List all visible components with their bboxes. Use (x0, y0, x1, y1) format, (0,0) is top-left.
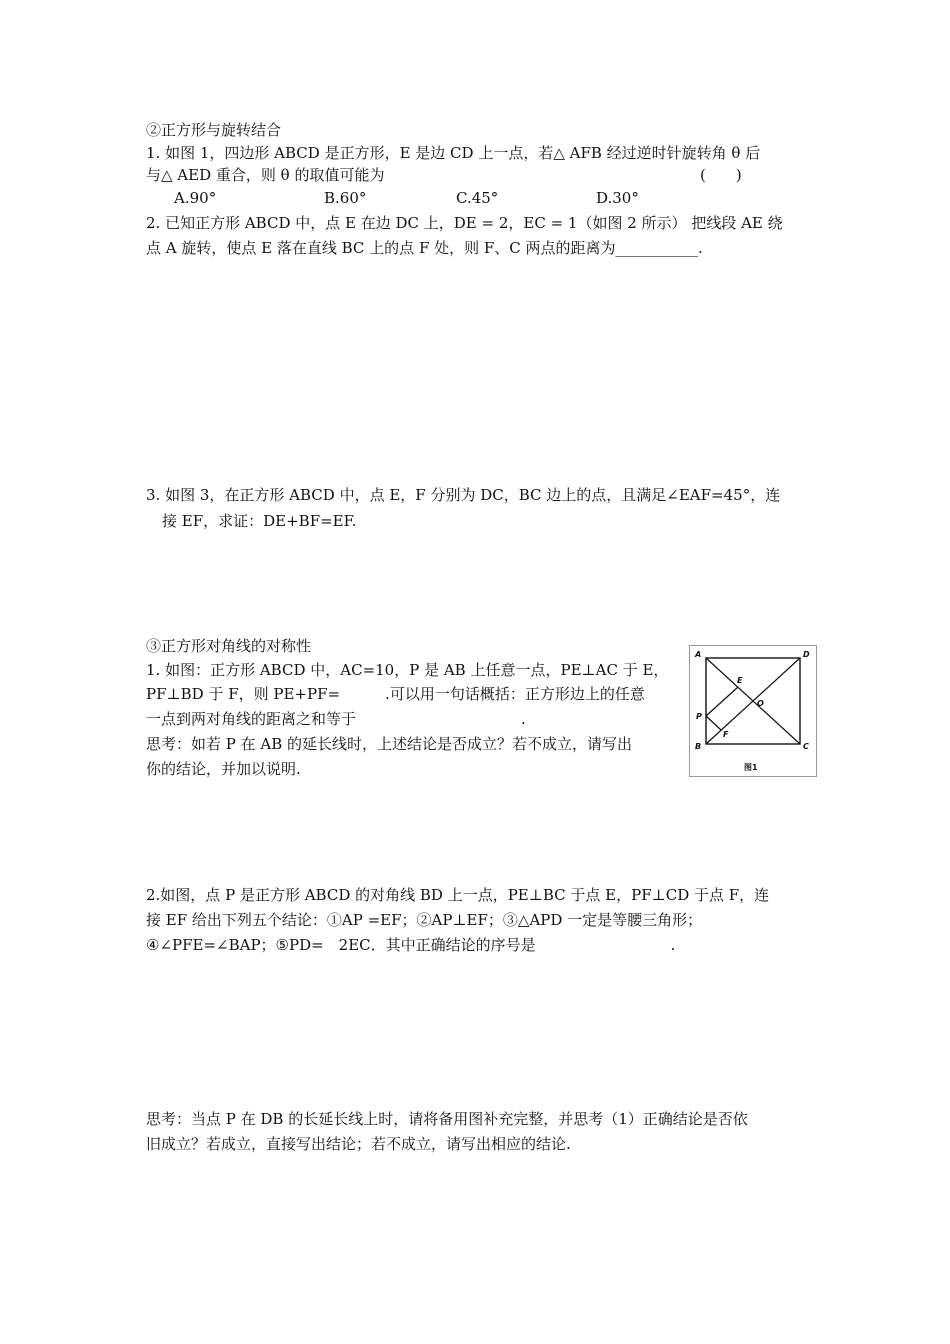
answer-parentheses: ( ) (700, 166, 742, 184)
option-c: C.45° (456, 189, 499, 207)
s3-q2-line3: ④∠PFE=∠BAP；⑤PD= 2EC．其中正确结论的序号是 . (146, 936, 676, 954)
label-e: E (737, 676, 743, 685)
square-diagram (690, 646, 816, 776)
s2-q1-line2: 与△ AED 重合，则 θ 的取值可能为 (146, 166, 385, 184)
option-b: B.60° (324, 189, 367, 207)
option-a: A.90° (174, 189, 217, 207)
label-b: B (695, 742, 702, 751)
option-d: D.30° (596, 189, 639, 207)
think-line1: 思考：当点 P 在 DB 的长延长线上时，请将备用图补充完整，并思考（1）正确结论是否依 (146, 1110, 748, 1128)
label-a: A (695, 650, 702, 659)
think-line2: 旧成立？若成立，直接写出结论；若不成立，请写出相应的结论. (146, 1135, 571, 1153)
s2-q2-line2: 点 A 旋转，使点 E 落在直线 BC 上的点 F 处，则 F、C 两点的距离为___________. (146, 239, 703, 257)
s2-q1-line1: 1. 如图 1，四边形 ABCD 是正方形，E 是边 CD 上一点，若△ AFB 经过逆时针旋转角 θ 后 (146, 144, 761, 162)
section-3-title: ③正方形对角线的对称性 (146, 637, 312, 655)
s3-q1-line3: 一点到两对角线的距离之和等于 . (146, 710, 526, 728)
segment-pe (706, 687, 738, 716)
s3-q1-line4: 思考：如若 P 在 AB 的延长线时，上述结论是否成立？若不成立，请写出 (146, 735, 633, 753)
section-2-title: ②正方形与旋转结合 (146, 121, 282, 139)
s2-q2-line1: 2. 已知正方形 ABCD 中，点 E 在边 DC 上，DE = 2，EC = 1（如图 2 所示） 把线段 AE 绕 (146, 214, 783, 232)
label-c: C (803, 742, 809, 751)
label-d: D (803, 650, 810, 659)
s3-q2-line1: 2.如图，点 P 是正方形 ABCD 的对角线 BD 上一点，PE⊥BC 于点 E，PF⊥CD 于点 F，连 (146, 886, 770, 904)
label-p: P (696, 712, 702, 721)
s2-q3-line1: 3. 如图 3，在正方形 ABCD 中，点 E，F 分别为 DC，BC 边上的点，且满足∠EAF=45°，连 (146, 486, 781, 504)
s3-q1-line2: PF⊥BD 于 F，则 PE+PF= .可以用一句话概括：正方形边上的任意 (146, 685, 645, 703)
s3-q1-line1: 1. 如图：正方形 ABCD 中，AC=10，P 是 AB 上任意一点，PE⊥AC 于 E， (146, 661, 669, 679)
segment-pf (706, 716, 721, 730)
s3-q2-line2: 接 EF 给出下列五个结论：①AP =EF；②AP⊥EF；③△APD 一定是等腰三角形； (146, 911, 703, 929)
label-o: O (757, 699, 764, 708)
s3-q1-line5: 你的结论，并加以说明. (146, 760, 301, 778)
figure-caption: 图1 (744, 763, 758, 772)
s2-q3-line2: 接 EF，求证：DE+BF=EF. (162, 512, 357, 530)
figure-1 (689, 645, 817, 777)
label-f: F (723, 730, 729, 739)
